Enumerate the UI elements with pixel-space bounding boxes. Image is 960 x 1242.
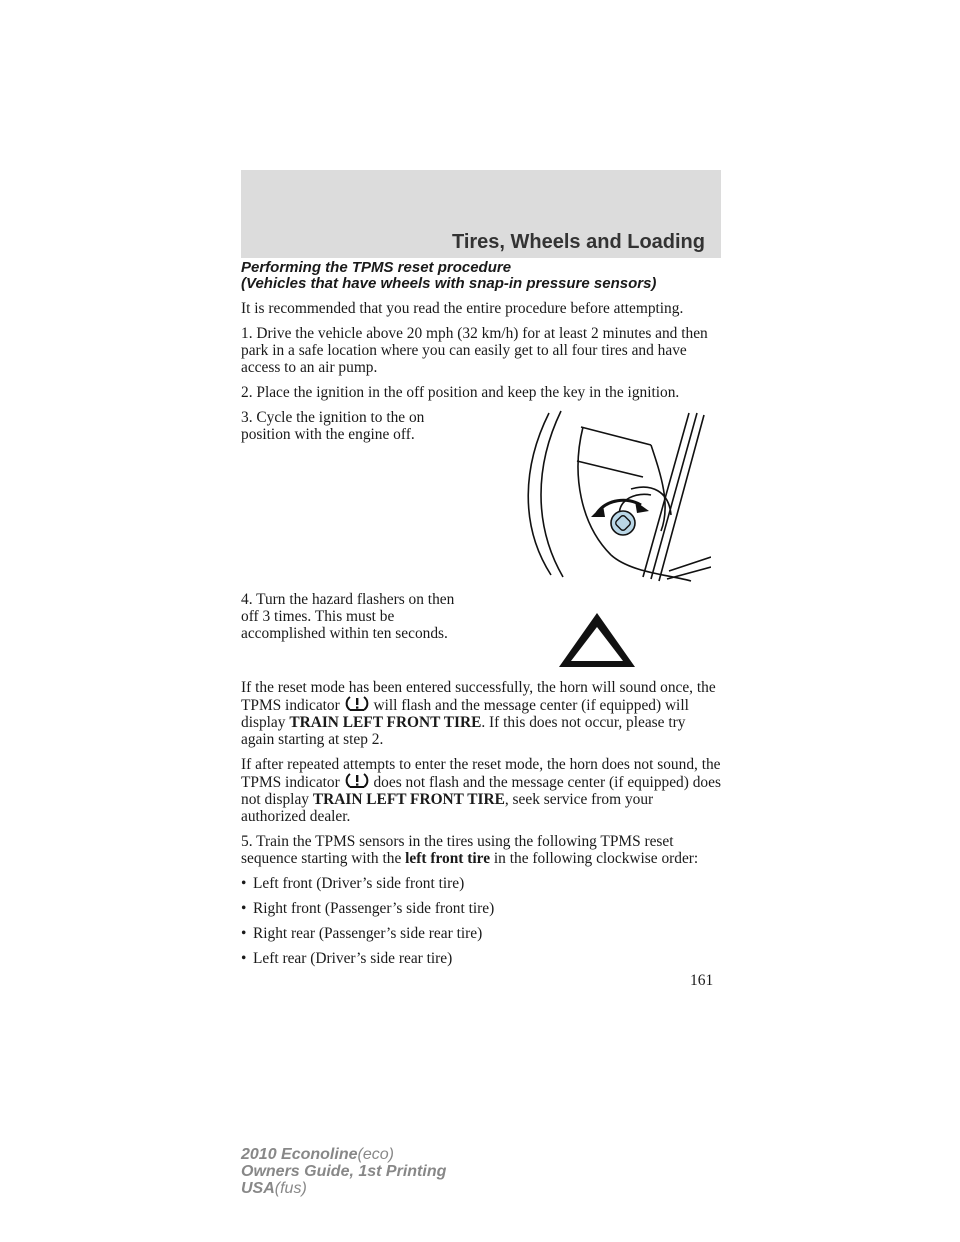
- reset-fail-text-3: , seek service from your authorized dealer.: [241, 791, 654, 825]
- reset-success-text-2: will flash and the message center (if equipped) will display: [241, 697, 689, 731]
- reset-fail-text-2: does not flash and the message center (if equipped) does not display: [241, 774, 721, 808]
- step-3-block: [241, 409, 721, 585]
- reset-fail-message: TRAIN LEFT FRONT TIRE: [312, 791, 505, 808]
- footer-region: USA: [241, 1180, 275, 1197]
- reset-success-paragraph: [241, 679, 721, 748]
- footer-region-code: (fus): [274, 1180, 307, 1197]
- tpms-warning-icon: [344, 773, 370, 789]
- reset-fail-text-1: If after repeated attempts to enter the reset mode, the horn does not sound, the TPMS indicator: [241, 756, 721, 791]
- section-title: [241, 260, 721, 292]
- hazard-triangle-icon: [557, 611, 637, 669]
- footer: [241, 1146, 446, 1197]
- step-5: [241, 833, 721, 867]
- reset-success-message: TRAIN LEFT FRONT TIRE: [289, 714, 482, 731]
- page-number: 161: [690, 972, 714, 989]
- list-item: [241, 925, 721, 942]
- bullet-glyph: •: [241, 875, 247, 892]
- list-item: [241, 875, 721, 892]
- intro-paragraph: It is recommended that you read the entire procedure before attempting.: [241, 300, 684, 317]
- footer-guide: Owners Guide, 1st Printing: [241, 1163, 447, 1180]
- list-item-text: Right front (Passenger’s side front tire): [253, 900, 495, 917]
- header-bar: [241, 170, 721, 258]
- section-title-line1: Performing the TPMS reset procedure: [241, 259, 512, 276]
- bullet-glyph: •: [241, 900, 247, 917]
- list-item: [241, 900, 721, 917]
- footer-model-code: (eco): [357, 1146, 394, 1163]
- list-item-text: Left front (Driver’s side front tire): [253, 875, 465, 892]
- reset-fail-paragraph: [241, 756, 721, 825]
- list-item-text: Left rear (Driver’s side rear tire): [253, 950, 453, 967]
- step-5-text-2: in the following clockwise order:: [493, 850, 699, 867]
- reset-success-text-3: . If this does not occur, please try again starting at step 2.: [241, 714, 686, 748]
- step-4-block: [241, 591, 721, 669]
- page-header-title: Tires, Wheels and Loading: [451, 231, 705, 253]
- tire-order-list: [241, 875, 721, 967]
- reset-success-text-1: If the reset mode has been entered successfully, the horn will sound once, the TPMS indicator: [241, 679, 716, 714]
- bullet-glyph: •: [241, 925, 247, 942]
- footer-line-3: [241, 1180, 446, 1197]
- step-2: 2. Place the ignition in the off position and keep the key in the ignition.: [241, 384, 680, 401]
- step-1: 1. Drive the vehicle above 20 mph (32 km/h) for at least 2 minutes and then park in a safe location where you can easily get to all four tires and have access to an air pump.: [241, 325, 708, 376]
- step-4: 4. Turn the hazard flashers on then off 3 times. This must be accomplished within ten seconds.: [241, 591, 455, 642]
- footer-model: 2010 Econoline: [241, 1146, 358, 1163]
- list-item-text: Right rear (Passenger’s side rear tire): [253, 925, 483, 942]
- tpms-warning-icon: [344, 696, 370, 712]
- bullet-glyph: •: [241, 950, 247, 967]
- section-title-line2: (Vehicles that have wheels with snap-in pressure sensors): [241, 275, 657, 292]
- step-5-emphasis: left front tire: [405, 850, 491, 867]
- footer-line-1: [241, 1146, 446, 1163]
- step-5-text-1: 5. Train the TPMS sensors in the tires using the following TPMS reset sequence starting with the: [241, 833, 674, 867]
- list-item: [241, 950, 721, 967]
- content: [241, 260, 721, 975]
- ignition-illustration: [511, 405, 711, 585]
- step-3: 3. Cycle the ignition to the on position with the engine off.: [241, 409, 425, 443]
